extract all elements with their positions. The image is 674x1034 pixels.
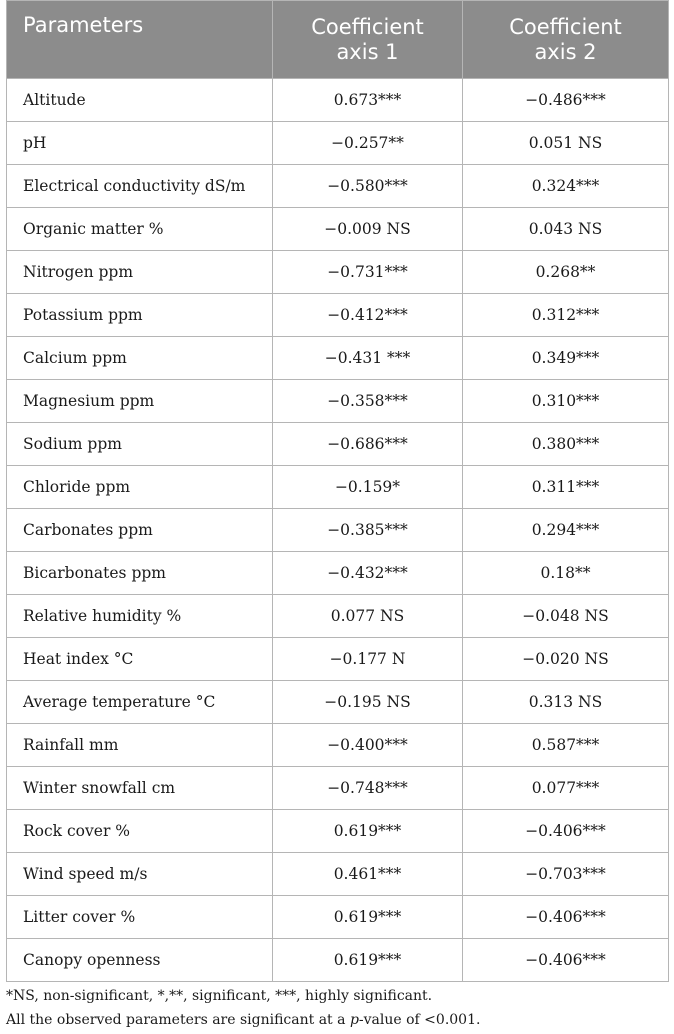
axis-1-coefficient-cell: −0.686*** xyxy=(273,423,463,466)
table-row xyxy=(7,122,669,165)
axis-1-coefficient-cell: −0.177 N xyxy=(273,638,463,681)
axis-2-coefficient-cell: 0.310*** xyxy=(463,380,669,423)
axis-2-coefficient-cell: 0.587*** xyxy=(463,724,669,767)
parameter-cell: Carbonates ppm xyxy=(7,509,273,552)
header-axis-2-line-1: Coefficient xyxy=(509,14,622,39)
parameter-cell: Calcium ppm xyxy=(7,337,273,380)
axis-1-coefficient-cell: −0.385*** xyxy=(273,509,463,552)
parameter-cell: Wind speed m/s xyxy=(7,853,273,896)
header-coefficient-axis-1 xyxy=(273,1,463,79)
parameter-cell: Sodium ppm xyxy=(7,423,273,466)
axis-2-coefficient-cell: 0.311*** xyxy=(463,466,669,509)
table-row xyxy=(7,724,669,767)
table-row xyxy=(7,208,669,251)
parameter-cell: Chloride ppm xyxy=(7,466,273,509)
axis-2-coefficient-cell: 0.324*** xyxy=(463,165,669,208)
parameter-cell: Organic matter % xyxy=(7,208,273,251)
parameter-cell: Electrical conductivity dS/m xyxy=(7,165,273,208)
table-row xyxy=(7,294,669,337)
table-row xyxy=(7,423,669,466)
axis-1-coefficient-cell: −0.195 NS xyxy=(273,681,463,724)
axis-1-coefficient-cell: −0.731*** xyxy=(273,251,463,294)
table-row xyxy=(7,509,669,552)
footnote-p-value xyxy=(6,1008,480,1032)
table-row xyxy=(7,251,669,294)
parameter-cell: Potassium ppm xyxy=(7,294,273,337)
axis-2-coefficient-cell: 0.18** xyxy=(463,552,669,595)
axis-1-coefficient-cell: 0.461*** xyxy=(273,853,463,896)
axis-1-coefficient-cell: −0.009 NS xyxy=(273,208,463,251)
parameter-cell: Heat index °C xyxy=(7,638,273,681)
table-row xyxy=(7,595,669,638)
table-row xyxy=(7,380,669,423)
table-row xyxy=(7,810,669,853)
axis-2-coefficient-cell: 0.077*** xyxy=(463,767,669,810)
table-body xyxy=(7,79,669,982)
footnote-p-value-text-before: All the observed parameters are significant at a xyxy=(6,1012,350,1028)
axis-2-coefficient-cell: 0.380*** xyxy=(463,423,669,466)
footnote-p-value-text-after: -value of <0.001. xyxy=(358,1012,481,1028)
coefficient-table-container xyxy=(6,0,668,982)
parameter-cell: Magnesium ppm xyxy=(7,380,273,423)
parameter-cell: Rainfall mm xyxy=(7,724,273,767)
table-header-row xyxy=(7,1,669,79)
table-row xyxy=(7,638,669,681)
header-axis-1-line-2: axis 1 xyxy=(336,39,399,64)
header-coefficient-axis-2 xyxy=(463,1,669,79)
footnote-significance: *NS, non-significant, *,**, significant, ***, highly significant. xyxy=(6,988,433,1004)
table-row xyxy=(7,896,669,939)
parameter-cell: Winter snowfall cm xyxy=(7,767,273,810)
axis-1-coefficient-cell: −0.748*** xyxy=(273,767,463,810)
table-row xyxy=(7,853,669,896)
table-row xyxy=(7,337,669,380)
axis-1-coefficient-cell: 0.673*** xyxy=(273,79,463,122)
axis-2-coefficient-cell: −0.486*** xyxy=(463,79,669,122)
parameter-cell: Relative humidity % xyxy=(7,595,273,638)
parameter-cell: pH xyxy=(7,122,273,165)
axis-1-coefficient-cell: 0.077 NS xyxy=(273,595,463,638)
parameter-cell: Litter cover % xyxy=(7,896,273,939)
table-row xyxy=(7,79,669,122)
axis-1-coefficient-cell: −0.358*** xyxy=(273,380,463,423)
axis-2-coefficient-cell: −0.048 NS xyxy=(463,595,669,638)
axis-1-coefficient-cell: 0.619*** xyxy=(273,939,463,982)
axis-1-coefficient-cell: 0.619*** xyxy=(273,810,463,853)
table-footnotes xyxy=(6,984,480,1032)
axis-2-coefficient-cell: −0.020 NS xyxy=(463,638,669,681)
axis-2-coefficient-cell: −0.406*** xyxy=(463,810,669,853)
coefficient-table xyxy=(6,0,669,982)
axis-1-coefficient-cell: −0.257** xyxy=(273,122,463,165)
axis-2-coefficient-cell: −0.406*** xyxy=(463,896,669,939)
parameter-cell: Altitude xyxy=(7,79,273,122)
table-row xyxy=(7,165,669,208)
parameter-cell: Rock cover % xyxy=(7,810,273,853)
table-row xyxy=(7,552,669,595)
parameter-cell: Average temperature °C xyxy=(7,681,273,724)
parameter-cell: Nitrogen ppm xyxy=(7,251,273,294)
axis-2-coefficient-cell: −0.406*** xyxy=(463,939,669,982)
table-row xyxy=(7,681,669,724)
axis-2-coefficient-cell: 0.312*** xyxy=(463,294,669,337)
axis-2-coefficient-cell: 0.051 NS xyxy=(463,122,669,165)
axis-2-coefficient-cell: 0.294*** xyxy=(463,509,669,552)
table-row xyxy=(7,466,669,509)
header-axis-1-line-1: Coefficient xyxy=(311,14,424,39)
parameter-cell: Canopy openness xyxy=(7,939,273,982)
table-row xyxy=(7,939,669,982)
axis-1-coefficient-cell: −0.432*** xyxy=(273,552,463,595)
header-parameters: Parameters xyxy=(7,1,273,79)
table-row xyxy=(7,767,669,810)
axis-1-coefficient-cell: −0.580*** xyxy=(273,165,463,208)
axis-2-coefficient-cell: 0.043 NS xyxy=(463,208,669,251)
axis-2-coefficient-cell: 0.349*** xyxy=(463,337,669,380)
axis-1-coefficient-cell: −0.431 *** xyxy=(273,337,463,380)
axis-1-coefficient-cell: −0.159* xyxy=(273,466,463,509)
axis-1-coefficient-cell: −0.412*** xyxy=(273,294,463,337)
axis-1-coefficient-cell: −0.400*** xyxy=(273,724,463,767)
axis-2-coefficient-cell: −0.703*** xyxy=(463,853,669,896)
header-axis-2-line-2: axis 2 xyxy=(534,39,597,64)
axis-1-coefficient-cell: 0.619*** xyxy=(273,896,463,939)
footnote-p-italic: p xyxy=(349,1012,359,1028)
parameter-cell: Bicarbonates ppm xyxy=(7,552,273,595)
axis-2-coefficient-cell: 0.313 NS xyxy=(463,681,669,724)
axis-2-coefficient-cell: 0.268** xyxy=(463,251,669,294)
